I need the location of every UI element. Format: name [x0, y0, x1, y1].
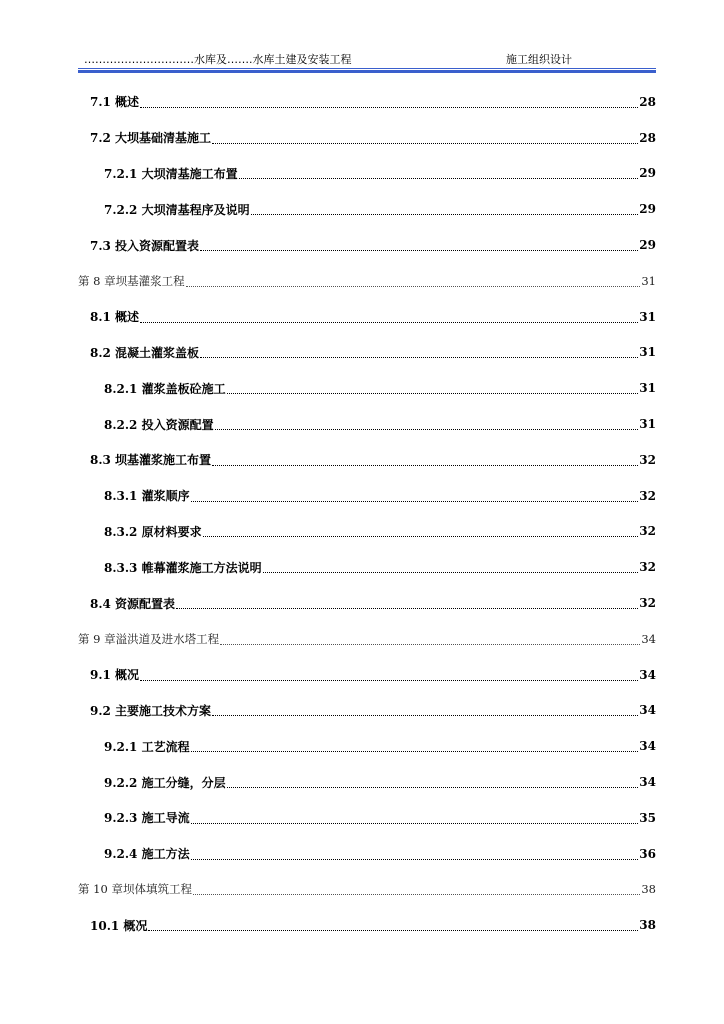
toc-entry-page: 31: [641, 273, 656, 288]
toc-entry-page: 28: [639, 94, 656, 109]
toc-entry[interactable]: [78, 84, 656, 120]
toc-dot-leader: [227, 786, 639, 788]
toc-dot-leader: [220, 643, 640, 645]
toc-dot-leader: [200, 356, 638, 358]
toc-entry[interactable]: [78, 478, 656, 514]
toc-entry[interactable]: [78, 549, 656, 585]
toc-entry[interactable]: [78, 335, 656, 371]
toc-entry[interactable]: [78, 693, 656, 729]
table-of-contents: [78, 84, 656, 943]
toc-entry-title: 8.1 概述: [90, 310, 140, 325]
toc-entry-page: 32: [639, 452, 656, 467]
toc-entry-page: 36: [639, 846, 656, 861]
toc-entry[interactable]: [78, 657, 656, 693]
toc-dot-leader: [191, 750, 639, 752]
toc-entry[interactable]: [78, 585, 656, 621]
toc-entry-page: 31: [639, 309, 656, 324]
toc-entry-page: 29: [639, 238, 656, 253]
toc-dot-leader: [140, 106, 638, 108]
toc-entry-title: 10.1 概况: [90, 918, 148, 933]
toc-entry-page: 32: [639, 488, 656, 503]
page-header: [78, 50, 656, 70]
toc-entry-page: 38: [641, 882, 656, 897]
toc-entry-title: 7.1 概述: [90, 95, 140, 110]
header-project-title: …………………………水库及…….水库土建及安装工程: [84, 53, 352, 66]
toc-entry-title: 9.2.4 施工方法: [104, 847, 190, 862]
toc-entry-title: 9.1 概况: [90, 668, 140, 683]
toc-entry-title: 7.2 大坝基础清基施工: [90, 131, 212, 146]
toc-entry-title: 8.3.1 灌浆顺序: [104, 489, 190, 504]
toc-entry-page: 31: [639, 417, 656, 432]
toc-entry-title: 第 9 章溢洪道及进水塔工程: [78, 631, 220, 646]
toc-entry[interactable]: [78, 406, 656, 442]
toc-entry-page: 32: [639, 596, 656, 611]
toc-dot-leader: [203, 535, 639, 537]
toc-entry-page: 34: [639, 739, 656, 754]
toc-entry-page: 34: [641, 631, 656, 646]
toc-entry[interactable]: [78, 836, 656, 872]
toc-entry[interactable]: [78, 263, 656, 299]
toc-entry[interactable]: [78, 514, 656, 550]
toc-dot-leader: [191, 858, 639, 860]
toc-entry[interactable]: [78, 728, 656, 764]
toc-entry-title: 8.2.2 投入资源配置: [104, 417, 214, 432]
toc-dot-leader: [140, 321, 638, 323]
toc-entry-page: 31: [639, 381, 656, 396]
toc-entry[interactable]: [78, 227, 656, 263]
toc-entry-title: 7.2.2 大坝清基程序及说明: [104, 202, 250, 217]
toc-dot-leader: [263, 571, 639, 573]
toc-entry-title: 8.4 资源配置表: [90, 596, 176, 611]
toc-dot-leader: [140, 679, 638, 681]
toc-entry-page: 38: [639, 918, 656, 933]
toc-dot-leader: [212, 142, 638, 144]
toc-entry-page: 32: [639, 560, 656, 575]
toc-entry-page: 28: [639, 130, 656, 145]
toc-dot-leader: [148, 929, 638, 931]
toc-entry-page: 35: [639, 810, 656, 825]
toc-entry-title: 第 10 章坝体填筑工程: [78, 882, 192, 897]
toc-dot-leader: [176, 607, 638, 609]
toc-entry[interactable]: [78, 442, 656, 478]
toc-entry-title: 8.3.3 帷幕灌浆施工方法说明: [104, 560, 262, 575]
toc-entry-title: 7.3 投入资源配置表: [90, 238, 200, 253]
toc-dot-leader: [212, 464, 638, 466]
header-rule-thick: [78, 70, 656, 73]
toc-entry-title: 9.2.2 施工分缝，分层: [104, 775, 226, 790]
toc-dot-leader: [191, 822, 639, 824]
toc-entry[interactable]: [78, 370, 656, 406]
toc-entry-title: 7.2.1 大坝清基施工布置: [104, 166, 238, 181]
toc-entry[interactable]: [78, 764, 656, 800]
toc-dot-leader: [215, 428, 639, 430]
toc-entry-title: 第 8 章坝基灌浆工程: [78, 273, 185, 288]
toc-entry-title: 9.2.1 工艺流程: [104, 739, 190, 754]
toc-entry-page: 32: [639, 524, 656, 539]
toc-dot-leader: [239, 177, 639, 179]
toc-entry-title: 8.3 坝基灌浆施工布置: [90, 453, 212, 468]
toc-entry-title: 9.2.3 施工导流: [104, 811, 190, 826]
toc-entry-title: 8.2 混凝土灌浆盖板: [90, 345, 200, 360]
toc-entry-page: 29: [639, 202, 656, 217]
toc-dot-leader: [200, 249, 638, 251]
header-rule-thin: [78, 68, 656, 69]
toc-entry-title: 8.2.1 灌浆盖板砼施工: [104, 381, 226, 396]
toc-entry-page: 34: [639, 667, 656, 682]
toc-dot-leader: [227, 392, 639, 394]
toc-entry[interactable]: [78, 299, 656, 335]
toc-entry-page: 31: [639, 345, 656, 360]
toc-entry[interactable]: [78, 120, 656, 156]
toc-entry-title: 9.2 主要施工技术方案: [90, 703, 212, 718]
toc-entry[interactable]: [78, 191, 656, 227]
toc-entry-title: 8.3.2 原材料要求: [104, 524, 202, 539]
toc-entry-page: 34: [639, 775, 656, 790]
toc-entry[interactable]: [78, 156, 656, 192]
toc-dot-leader: [191, 500, 639, 502]
toc-entry[interactable]: [78, 800, 656, 836]
toc-dot-leader: [251, 213, 639, 215]
toc-dot-leader: [193, 893, 640, 895]
toc-entry[interactable]: [78, 872, 656, 908]
toc-entry-page: 34: [639, 703, 656, 718]
toc-dot-leader: [212, 714, 638, 716]
toc-entry[interactable]: [78, 907, 656, 943]
toc-entry-page: 29: [639, 166, 656, 181]
header-document-title: 施工组织设计: [506, 53, 572, 66]
toc-dot-leader: [186, 285, 641, 287]
toc-entry[interactable]: [78, 621, 656, 657]
